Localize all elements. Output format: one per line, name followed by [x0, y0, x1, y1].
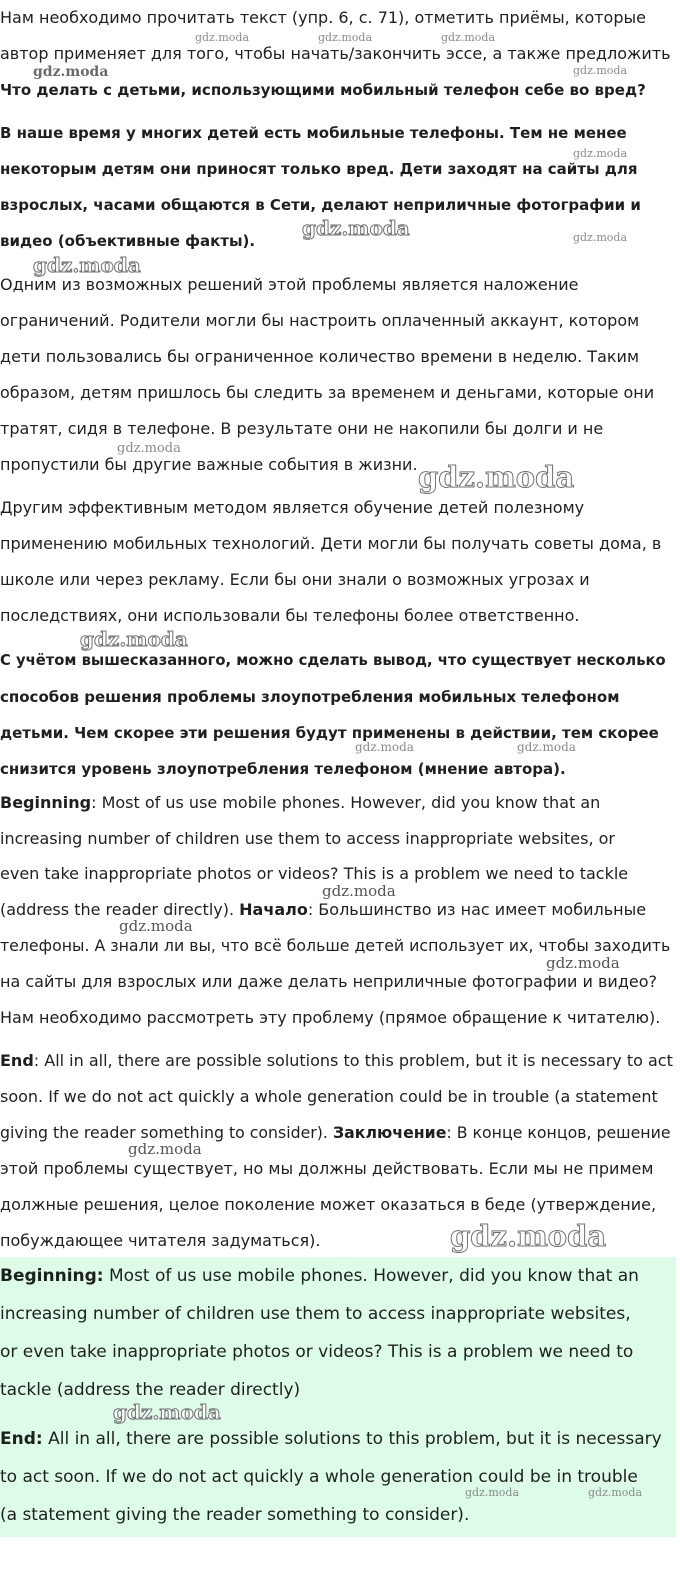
watermark: gdz.moda: [113, 1400, 221, 1424]
answer-beginning-label: Beginning:: [0, 1266, 104, 1286]
watermark: gdz.moda: [573, 64, 628, 77]
watermark: gdz.moda: [517, 740, 576, 754]
intro-line-1: В наше время у многих детей есть мобильные телефоны. Тем не менее: [0, 124, 627, 142]
analysis-beginning-line-4: [0, 900, 646, 920]
answer-beginning-line-4: tackle (address the reader directly): [0, 1380, 301, 1400]
answer-end-label: End:: [0, 1429, 43, 1449]
watermark: gdz.moda: [128, 1140, 202, 1158]
concl-line-3: детьми. Чем скорее эти решения будут применены в действии, тем скорее: [0, 724, 659, 742]
watermark: gdz.moda: [573, 231, 628, 244]
answer-beginning-line-2: increasing number of children use them to access inappropriate websites,: [0, 1304, 631, 1324]
watermark: gdz.moda: [195, 31, 250, 44]
nachalo-label: Начало: [239, 900, 308, 919]
watermark: gdz.moda: [450, 1219, 607, 1253]
answer-beginning-line-1: [0, 1266, 639, 1286]
zakl-label: Заключение: [332, 1123, 447, 1142]
watermark: gdz.moda: [33, 64, 109, 80]
task-line-2: автор применяет для того, чтобы начать/закончить эссе, а также предложить: [0, 44, 671, 63]
p2-line-3: школе или через рекламу. Если бы они знали о возможных угрозах и: [0, 570, 590, 589]
watermark: gdz.moda: [588, 1486, 643, 1499]
p2-line-1: Другим эффективным методом является обучение детей полезному: [0, 498, 585, 517]
intro-line-3: взрослых, часами общаются в Сети, делают неприличные фотографии и: [0, 196, 641, 214]
watermark: gdz.moda: [418, 460, 575, 494]
beginning-en-text: Most of us use mobile phones. However, did you know that an: [96, 793, 601, 812]
watermark: gdz.moda: [355, 740, 414, 754]
p1-line-6: пропустили бы другие важные события в жизни.: [0, 455, 418, 474]
intro-line-2: некоторым детям они приносят только вред. Дети заходят на сайты для: [0, 160, 638, 178]
answer-end-line-2: to act soon. If we do not act quickly a whole generation could be in trouble: [0, 1467, 638, 1487]
beginning-en-tail: (address the reader directly).: [0, 900, 240, 919]
beginning-colon: :: [91, 793, 97, 812]
p2-line-2: применению мобильных технологий. Дети могли бы получать советы дома, в: [0, 534, 662, 553]
watermark: gdz.moda: [465, 1486, 520, 1499]
concl-line-2: способов решения проблемы злоупотребления мобильных телефоном: [0, 688, 620, 706]
analysis-end-line-2: soon. If we do not act quickly a whole generation could be in trouble (a statement: [0, 1087, 658, 1106]
zakl-line-4: побуждающее читателя задуматься).: [0, 1231, 321, 1250]
concl-line-4: снизится уровень злоупотребления телефоном (мнение автора).: [0, 760, 566, 778]
zakl-line-2: этой проблемы существует, но мы должны действовать. Если мы не примем: [0, 1159, 654, 1178]
p1-line-4: образом, детям пришлось бы следить за временем и деньгами, которые они: [0, 383, 655, 402]
nachalo-line-4: Нам необходимо рассмотреть эту проблему (прямое обращение к читателю).: [0, 1008, 661, 1027]
answer-beginning-line-3: or even take inappropriate photos or videos? This is a problem we need to: [0, 1342, 634, 1362]
nachalo-colon: :: [307, 900, 314, 919]
watermark: gdz.moda: [573, 147, 628, 160]
p1-line-2: ограничений. Родители могли бы настроить оплаченный аккаунт, котором: [0, 311, 640, 330]
analysis-end-line-1: [0, 1051, 673, 1071]
answer-beginning-text: Most of us use mobile phones. However, did you know that an: [103, 1266, 639, 1286]
zakl-text: В конце концов, решение: [451, 1123, 671, 1142]
zakl-colon: :: [446, 1123, 452, 1142]
answer-end-text: All in all, there are possible solutions to this problem, but it is necessary: [42, 1429, 662, 1449]
watermark: gdz.moda: [33, 253, 141, 277]
watermark: gdz.moda: [80, 627, 188, 651]
p2-line-4: последствиях, они использовали бы телефоны более ответственно.: [0, 606, 580, 625]
answer-end-line-1: [0, 1429, 662, 1449]
p1-line-5: тратят, сидя в телефоне. В результате они не накопили бы долги и не: [0, 419, 604, 438]
essay-title: Что делать с детьми, использующими мобильный телефон себе во вред?: [0, 81, 646, 99]
watermark: gdz.moda: [117, 441, 181, 456]
watermark: gdz.moda: [302, 216, 410, 240]
zakl-line-3: должные решения, целое поколение может оказаться в беде (утверждение,: [0, 1195, 657, 1214]
watermark: gdz.moda: [546, 954, 620, 972]
task-line-1: Нам необходимо прочитать текст (упр. 6, с. 71), отметить приёмы, которые: [0, 8, 646, 27]
end-label: End: [0, 1051, 34, 1070]
analysis-beginning-line-3: even take inappropriate photos or videos? This is a problem we need to tackle: [0, 864, 629, 883]
analysis-end-line-3: [0, 1123, 671, 1143]
nachalo-line-2: телефоны. А знали ли вы, что всё больше детей использует их, чтобы заходить: [0, 936, 671, 955]
end-en-text: : All in all, there are possible solutions to this problem, but it is necessary to act: [33, 1051, 673, 1070]
watermark: gdz.moda: [318, 31, 373, 44]
watermark: gdz.moda: [119, 917, 193, 935]
watermark: gdz.moda: [441, 31, 496, 44]
intro-line-4: видео (объективные факты).: [0, 232, 256, 250]
p1-line-1: Одним из возможных решений этой проблемы является наложение: [0, 275, 579, 294]
end-en-tail: giving the reader something to consider).: [0, 1123, 333, 1142]
nachalo-text: Большинство из нас имеет мобильные: [313, 900, 647, 919]
answer-end-line-3: (a statement giving the reader something to consider).: [0, 1505, 470, 1525]
nachalo-line-3: на сайты для взрослых или даже делать неприличные фотографии и видео?: [0, 972, 658, 991]
p1-line-3: дети пользовались бы ограниченное количество времени в неделю. Таким: [0, 347, 640, 366]
beginning-label: Beginning: [0, 793, 92, 812]
concl-line-1: С учётом вышесказанного, можно сделать вывод, что существует несколько: [0, 652, 666, 669]
analysis-beginning-line-2: increasing number of children use them to access inappropriate websites, or: [0, 829, 615, 848]
analysis-beginning-line-1: [0, 793, 600, 813]
watermark: gdz.moda: [322, 882, 396, 900]
